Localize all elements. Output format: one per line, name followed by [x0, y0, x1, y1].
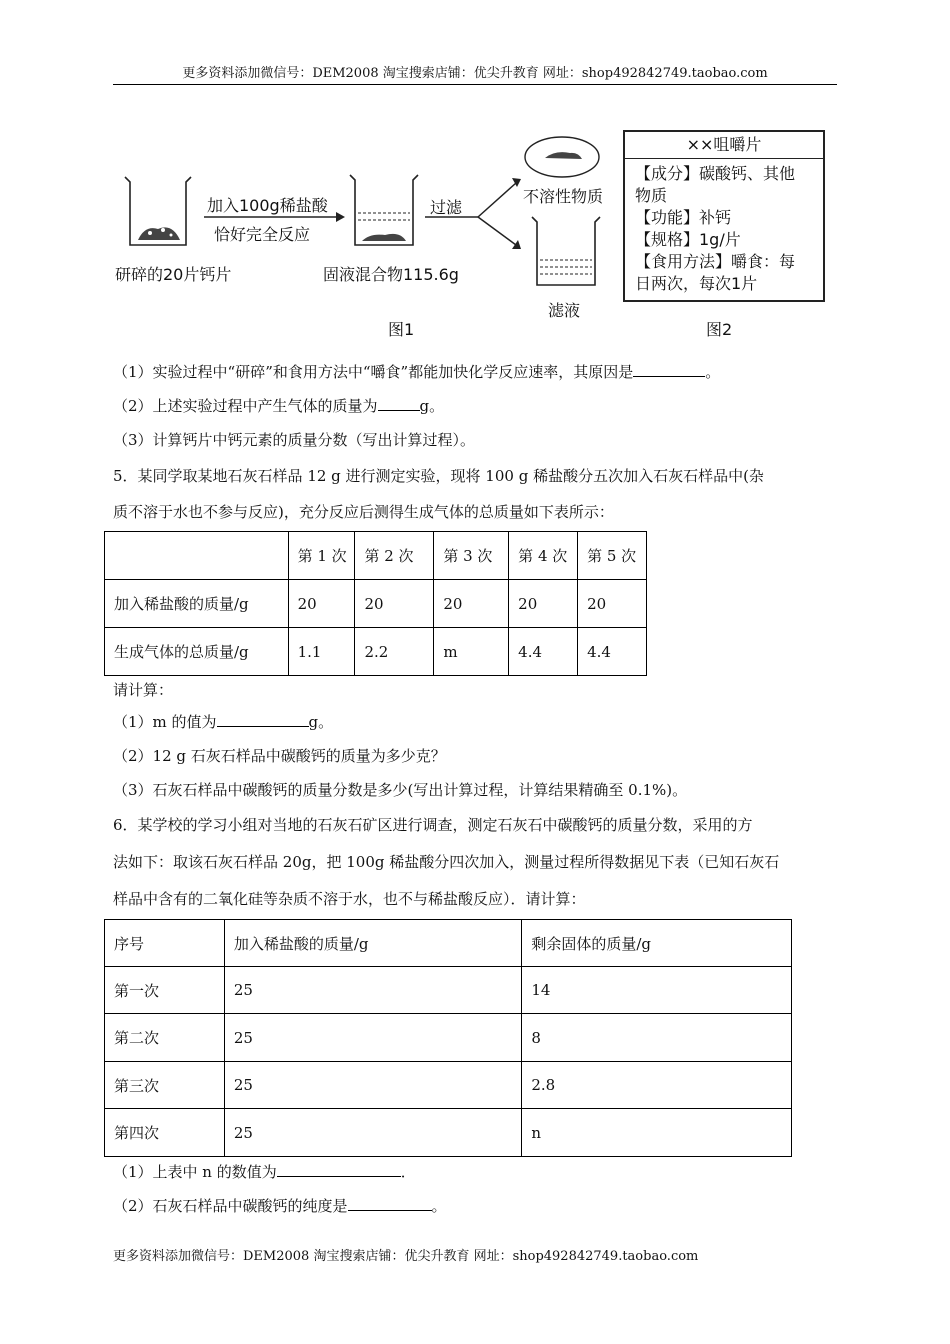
table-cell: 第 2 次 — [355, 532, 434, 580]
q5-prompt: 请计算： — [113, 681, 174, 699]
table-row — [105, 1014, 792, 1062]
card-line: 【功能】补钙 — [635, 208, 732, 227]
figure1-diagram — [100, 125, 620, 345]
table-cell: 2.2 — [355, 628, 434, 676]
figure2-caption: 图2 — [706, 320, 733, 339]
beaker2-label: 固液混合物115.6g — [323, 265, 459, 284]
arrow1-bottom-label: 恰好完全反应 — [214, 225, 311, 244]
page-footer: 更多资料添加微信号：DEM2008 淘宝搜索店铺：优尖升教育 网址：shop492842749.taobao.com — [113, 1249, 699, 1264]
table-cell: 14 — [522, 967, 792, 1014]
table-cell: 加入稀盐酸的质量/g — [224, 920, 522, 967]
card-line: 【成分】碳酸钙、其他 — [635, 164, 796, 183]
table-cell: 20 — [509, 580, 578, 628]
arrow1-top-label: 加入100g稀盐酸 — [207, 196, 328, 215]
table-cell: 剩余固体的质量/g — [522, 920, 792, 967]
table-cell: 2.8 — [522, 1062, 792, 1109]
filtrate-label: 滤液 — [548, 301, 581, 320]
q4-sub3: （3）计算钙片中钙元素的质量分数（写出计算过程）。 — [113, 431, 476, 449]
beaker3-icon — [532, 217, 600, 285]
table-row — [105, 628, 647, 676]
beaker2-icon — [350, 175, 418, 245]
table-cell: 20 — [355, 580, 434, 628]
q5-table — [104, 531, 647, 676]
answer-blank[interactable] — [217, 712, 309, 727]
answer-blank[interactable] — [378, 396, 420, 411]
table-cell: 第一次 — [105, 967, 225, 1014]
table-cell — [105, 532, 289, 580]
page-header: 更多资料添加微信号：DEM2008 淘宝搜索店铺：优尖升教育 网址：shop492842749.taobao.com — [113, 64, 837, 85]
q5-stem-line2: 质不溶于水也不参与反应)，充分反应后测得生成气体的总质量如下表所示： — [113, 503, 614, 521]
q5-sub2: （2）12 g 石灰石样品中碳酸钙的质量为多少克？ — [113, 747, 446, 765]
card-title: ××咀嚼片 — [625, 132, 823, 159]
beaker1-icon — [125, 177, 191, 245]
q6-stem-line2: 法如下：取该石灰石样品 20g，把 100g 稀盐酸分四次加入，测量过程所得数据见下表（已知石灰石 — [113, 853, 780, 871]
answer-blank[interactable] — [633, 362, 705, 377]
q5-sub1: （1）m 的值为 g。 — [113, 713, 334, 731]
table-cell: 加入稀盐酸的质量/g — [105, 580, 289, 628]
table-cell: 8 — [522, 1014, 792, 1062]
table-cell: 第 4 次 — [509, 532, 578, 580]
table-cell: 25 — [224, 1062, 522, 1109]
table-cell: 第三次 — [105, 1062, 225, 1109]
table-cell: 20 — [578, 580, 647, 628]
q6-sub1: （1）上表中 n 的数值为 ． — [113, 1163, 416, 1181]
table-row — [105, 1109, 792, 1157]
table-row — [105, 580, 647, 628]
table-cell: 25 — [224, 967, 522, 1014]
q6-sub2: （2）石灰石样品中碳酸钙的纯度是 。 — [113, 1197, 447, 1215]
table-cell: 第四次 — [105, 1109, 225, 1157]
table-cell: 4.4 — [578, 628, 647, 676]
table-cell: 第 5 次 — [578, 532, 647, 580]
card-line: 日两次，每次1片 — [635, 274, 758, 293]
table-cell: 20 — [288, 580, 355, 628]
table-row — [105, 1062, 792, 1109]
table-cell: 20 — [434, 580, 509, 628]
table-header-row — [105, 920, 792, 967]
figure1-caption: 图1 — [388, 320, 415, 339]
insoluble-label: 不溶性物质 — [523, 187, 604, 206]
table-cell: 第二次 — [105, 1014, 225, 1062]
card-line: 物质 — [635, 186, 668, 205]
q5-sub3: （3）石灰石样品中碳酸钙的质量分数是多少(写出计算过程，计算结果精确至 0.1%)。 — [113, 781, 688, 799]
table-cell: 序号 — [105, 920, 225, 967]
table-row — [105, 967, 792, 1014]
answer-blank[interactable] — [348, 1196, 432, 1211]
q4-sub1: （1）实验过程中“研碎”和食用方法中“嚼食”都能加快化学反应速率，其原因是 。 — [113, 363, 721, 381]
table-cell: n — [522, 1109, 792, 1157]
beaker1-label: 研碎的20片钙片 — [115, 265, 232, 284]
table-cell: 25 — [224, 1014, 522, 1062]
table-header-row — [105, 532, 647, 580]
filter-label: 过滤 — [430, 198, 463, 217]
q6-table — [104, 919, 792, 1157]
table-cell: 生成气体的总质量/g — [105, 628, 289, 676]
table-cell: 25 — [224, 1109, 522, 1157]
watch-glass-icon — [525, 137, 599, 177]
q5-stem-line1: 5．某同学取某地石灰石样品 12 g 进行测定实验，现将 100 g 稀盐酸分五次加入石灰石样品中(杂 — [113, 467, 764, 485]
table-cell: 第 3 次 — [434, 532, 509, 580]
q6-stem-line3: 样品中含有的二氧化硅等杂质不溶于水，也不与稀盐酸反应）．请计算： — [113, 890, 586, 908]
answer-blank[interactable] — [277, 1162, 401, 1177]
table-cell: 1.1 — [288, 628, 355, 676]
table-cell: 4.4 — [509, 628, 578, 676]
product-label-card — [623, 130, 825, 302]
card-line: 【食用方法】嚼食：每 — [635, 252, 796, 271]
table-cell: m — [434, 628, 509, 676]
q4-sub2: （2）上述实验过程中产生气体的质量为 g。 — [113, 397, 445, 415]
q6-stem-line1: 6．某学校的学习小组对当地的石灰石矿区进行调查，测定石灰石中碳酸钙的质量分数，采用的方 — [113, 816, 753, 834]
table-cell: 第 1 次 — [288, 532, 355, 580]
card-line: 【规格】1g/片 — [635, 230, 741, 249]
